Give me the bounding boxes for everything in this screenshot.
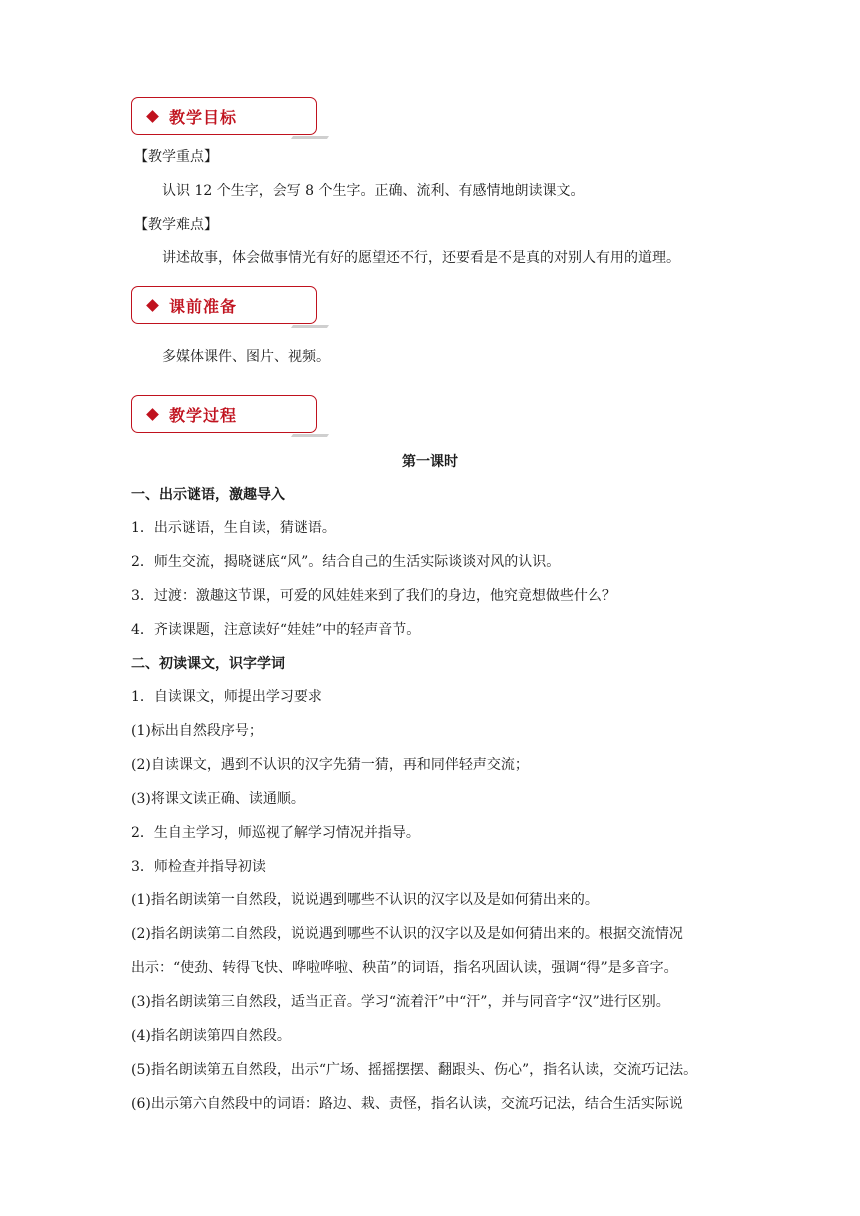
lesson-title: 第一课时	[402, 454, 458, 470]
list-item: 2．生自主学习，师巡视了解学习情况并指导。	[131, 825, 420, 841]
difficulty-label: 【教学难点】	[134, 217, 218, 233]
list-item: (1)指名朗读第一自然段，说说遇到哪些不认识的汉字以及是如何猜出来的。	[131, 892, 599, 908]
list-item: (2)自读课文，遇到不认识的汉字先猜一猜，再和同伴轻声交流；	[131, 757, 529, 773]
difficulty-text: 讲述故事，体会做事情光有好的愿望还不行，还要看是不是真的对别人有用的道理。	[162, 250, 680, 266]
list-item: (3)将课文读正确、读通顺。	[131, 791, 305, 807]
preparation-text: 多媒体课件、图片、视频。	[162, 349, 330, 365]
list-item: (2)指名朗读第二自然段，说说遇到哪些不认识的汉字以及是如何猜出来的。根据交流情况	[131, 926, 683, 942]
section-header-process	[131, 395, 317, 433]
list-item: 1．出示谜语，生自读，猜谜语。	[131, 520, 336, 536]
section-title: 教学目标	[169, 108, 238, 127]
part1-heading: 一、出示谜语，激趣导入	[131, 487, 285, 503]
section-title: 课前准备	[169, 297, 238, 316]
key-points-label: 【教学重点】	[134, 149, 218, 165]
list-item: (3)指名朗读第三自然段，适当正音。学习“流着汗”中“汗”，并与同音字“汉”进行区别。	[131, 994, 670, 1010]
list-item: (4)指名朗读第四自然段。	[131, 1028, 291, 1044]
section-title: 教学过程	[169, 406, 238, 425]
section-header-objectives	[131, 97, 317, 135]
list-item: (1)标出自然段序号；	[131, 723, 263, 739]
list-item: 3．过渡：激趣这节课，可爱的风娃娃来到了我们的身边，他究竟想做些什么？	[131, 588, 616, 604]
section-header-preparation	[131, 286, 317, 324]
list-item: 4．齐读课题，注意读好“娃娃”中的轻声音节。	[131, 622, 421, 638]
diamond-bullet-icon	[146, 408, 159, 421]
list-item: (6)出示第六自然段中的词语：路边、栽、责怪，指名认读，交流巧记法，结合生活实际说	[131, 1096, 683, 1112]
list-item: 2．师生交流，揭晓谜底“风”。结合自己的生活实际谈谈对风的认识。	[131, 554, 561, 570]
list-item: 出示：“使劲、转得飞快、哗啦哗啦、秧苗”的词语，指名巩固认读，强调“得”是多音字。	[131, 960, 678, 976]
list-item: 3．师检查并指导初读	[131, 859, 266, 875]
list-item: 1．自读课文，师提出学习要求	[131, 689, 322, 705]
key-points-text: 认识 12 个生字，会写 8 个生字。正确、流利、有感情地朗读课文。	[162, 183, 585, 199]
list-item: (5)指名朗读第五自然段，出示“广场、摇摇摆摆、翻跟头、伤心”，指名认读，交流巧记法。	[131, 1062, 698, 1078]
diamond-bullet-icon	[146, 299, 159, 312]
diamond-bullet-icon	[146, 110, 159, 123]
part2-heading: 二、初读课文，识字学词	[131, 656, 285, 672]
